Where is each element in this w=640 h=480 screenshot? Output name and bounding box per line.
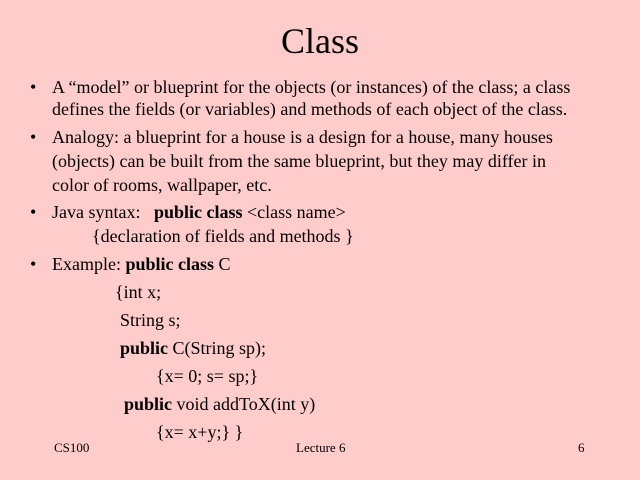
syntax-rest: <class name> [242, 202, 346, 222]
bullet-3-line-1 [52, 200, 346, 224]
code-line-2: String s; [120, 310, 181, 330]
code-line-5 [124, 392, 315, 416]
bullet-1-line-2: defines the fields (or variables) and methods of each object of the class. [52, 99, 568, 119]
bullet-2-line-1: Analogy: a blueprint for a house is a design for a house, many houses [52, 127, 553, 147]
code-keyword: public [124, 394, 173, 414]
bullet-4-line-1 [52, 252, 231, 276]
bullet-marker: • [30, 254, 37, 274]
code-text: void addToX(int y) [172, 394, 316, 414]
bullet-marker: • [30, 127, 37, 147]
code-line-3 [120, 336, 266, 360]
slide-title: Class [280, 21, 359, 61]
example-rest: C [214, 254, 231, 274]
footer-lecture: Lecture 6 [296, 440, 346, 455]
bullet-marker: • [30, 202, 37, 222]
footer-course: CS100 [54, 440, 90, 455]
code-keyword: public [120, 338, 169, 358]
code-line-6: {x= x+y;} } [156, 422, 244, 442]
example-label: Example: [52, 254, 126, 274]
bullet-2-line-3: color of rooms, wallpaper, etc. [52, 175, 272, 195]
bullet-3-line-2: {declaration of fields and methods } [92, 226, 354, 246]
footer-page-number: 6 [578, 440, 585, 455]
code-line-1: {int x; [115, 282, 162, 302]
bullet-1-line-1: A “model” or blueprint for the objects (or instances) of the class; a class [52, 77, 571, 97]
code-line-4: {x= 0; s= sp;} [156, 366, 259, 386]
syntax-keyword: public class [153, 202, 243, 222]
bullet-marker: • [30, 77, 37, 97]
syntax-label: Java syntax: [52, 202, 141, 222]
bullet-2-line-2: (objects) can be built from the same blueprint, but they may differ in [52, 151, 547, 171]
code-text: C(String sp); [168, 338, 267, 358]
example-keyword: public class [125, 254, 215, 274]
